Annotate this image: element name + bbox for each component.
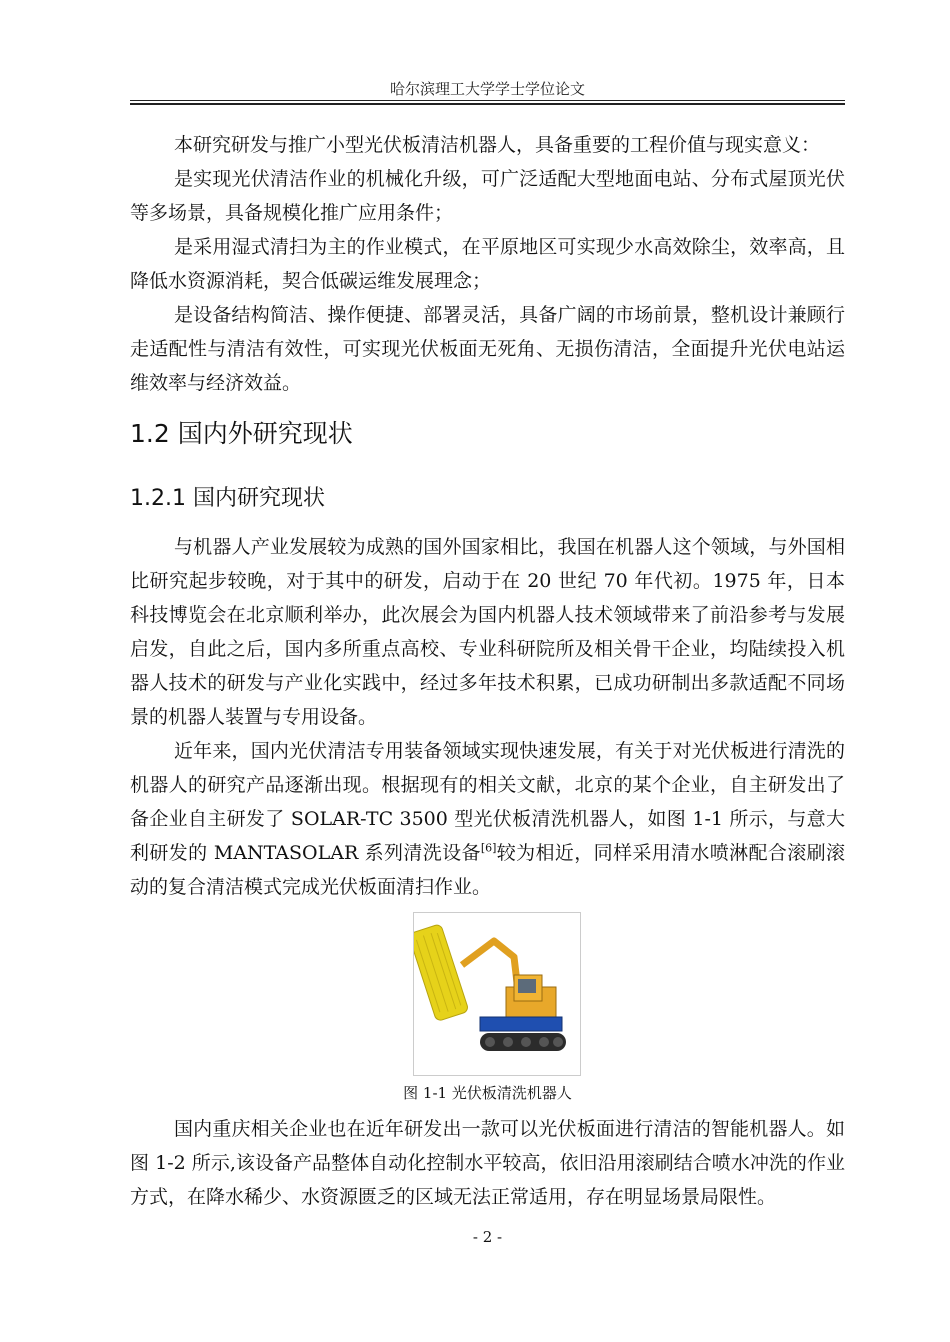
paragraph-domestic-1: 与机器人产业发展较为成熟的国外国家相比，我国在机器人这个领域，与外国相比研究起步较晚，对于其中的研发，启动于在 20 世纪 70 年代初。1975 年，日本科技博览会在北京顺利举办，此次展会为国内机器人技术领域带来了前沿参考与发展启发，自此之后，国内多所重点高校、专业科研院所及相关骨干企业，均陆续投入机器人技术的研发与产业化实践中，经过多年技术积累，已成功研制出多款适配不同场景的机器人装置与专用设备。 (130, 536, 845, 728)
paragraph-intro-1: 本研究研发与推广小型光伏板清洁机器人，具备重要的工程价值与现实意义： (174, 134, 821, 156)
paragraph-intro-3: 是采用湿式清扫为主的作业模式，在平原地区可实现少水高效除尘，效率高，且降低水资源消耗，契合低碳运维发展理念； (130, 236, 845, 292)
figure-caption: 图 1-1 光伏板清洗机器人 (403, 1084, 572, 1102)
page-number: - 2 - (472, 1228, 503, 1246)
running-header: 哈尔滨理工大学学士学位论文 (389, 80, 585, 98)
paragraph-domestic-2-text-a: 近年来，国内光伏清洁专用装备领域实现快速发展，有关于对光伏板进行清洗的机器人的研究产品逐渐出现。根据现有的相关文献，北京的某个企业，自主研发出了备企业自主研发了 SOLAR-TC 3500 型光伏板清洗机器人，如图 1-1 所示，与意大利研发的 MANTASOLAR 系列清洗设备 (130, 740, 845, 864)
citation-ref: [6] (480, 841, 497, 855)
paragraph-domestic-3: 国内重庆相关企业也在近年研发出一款可以光伏板面进行清洁的智能机器人。如图 1-2 所示,该设备产品整体自动化控制水平较高，依旧沿用滚刷结合喷水冲洗的作业方式，在降水稀少、水资源匮乏的区域无法正常适用，存在明显场景局限性。 (130, 1118, 845, 1208)
cleaning-robot-image (414, 913, 580, 1075)
header-rule-thin (130, 100, 845, 101)
figure-1-1 (130, 904, 845, 1074)
header-rule-thick (130, 103, 845, 105)
paragraph-domestic-2-text-b: 较为相近，同样采用清水喷淋配合滚刷滚动的复合清洁模式完成光伏板面清扫作业。 (130, 842, 845, 898)
paragraph-intro-2: 是实现光伏清洁作业的机械化升级，可广泛适配大型地面电站、分布式屋顶光伏等多场景，具备规模化推广应用条件； (130, 168, 845, 224)
paragraph-domestic-2 (130, 734, 845, 904)
subsection-heading: 1.2.1 国内研究现状 (130, 486, 325, 511)
page-body (130, 128, 845, 1214)
paragraph-intro-4: 是设备结构简洁、操作便捷、部署灵活，具备广阔的市场前景，整机设计兼顾行走适配性与清洁有效性，可实现光伏板面无死角、无损伤清洁，全面提升光伏电站运维效率与经济效益。 (130, 304, 845, 394)
section-heading: 1.2 国内外研究现状 (130, 419, 353, 448)
figure-image-frame (413, 912, 581, 1076)
